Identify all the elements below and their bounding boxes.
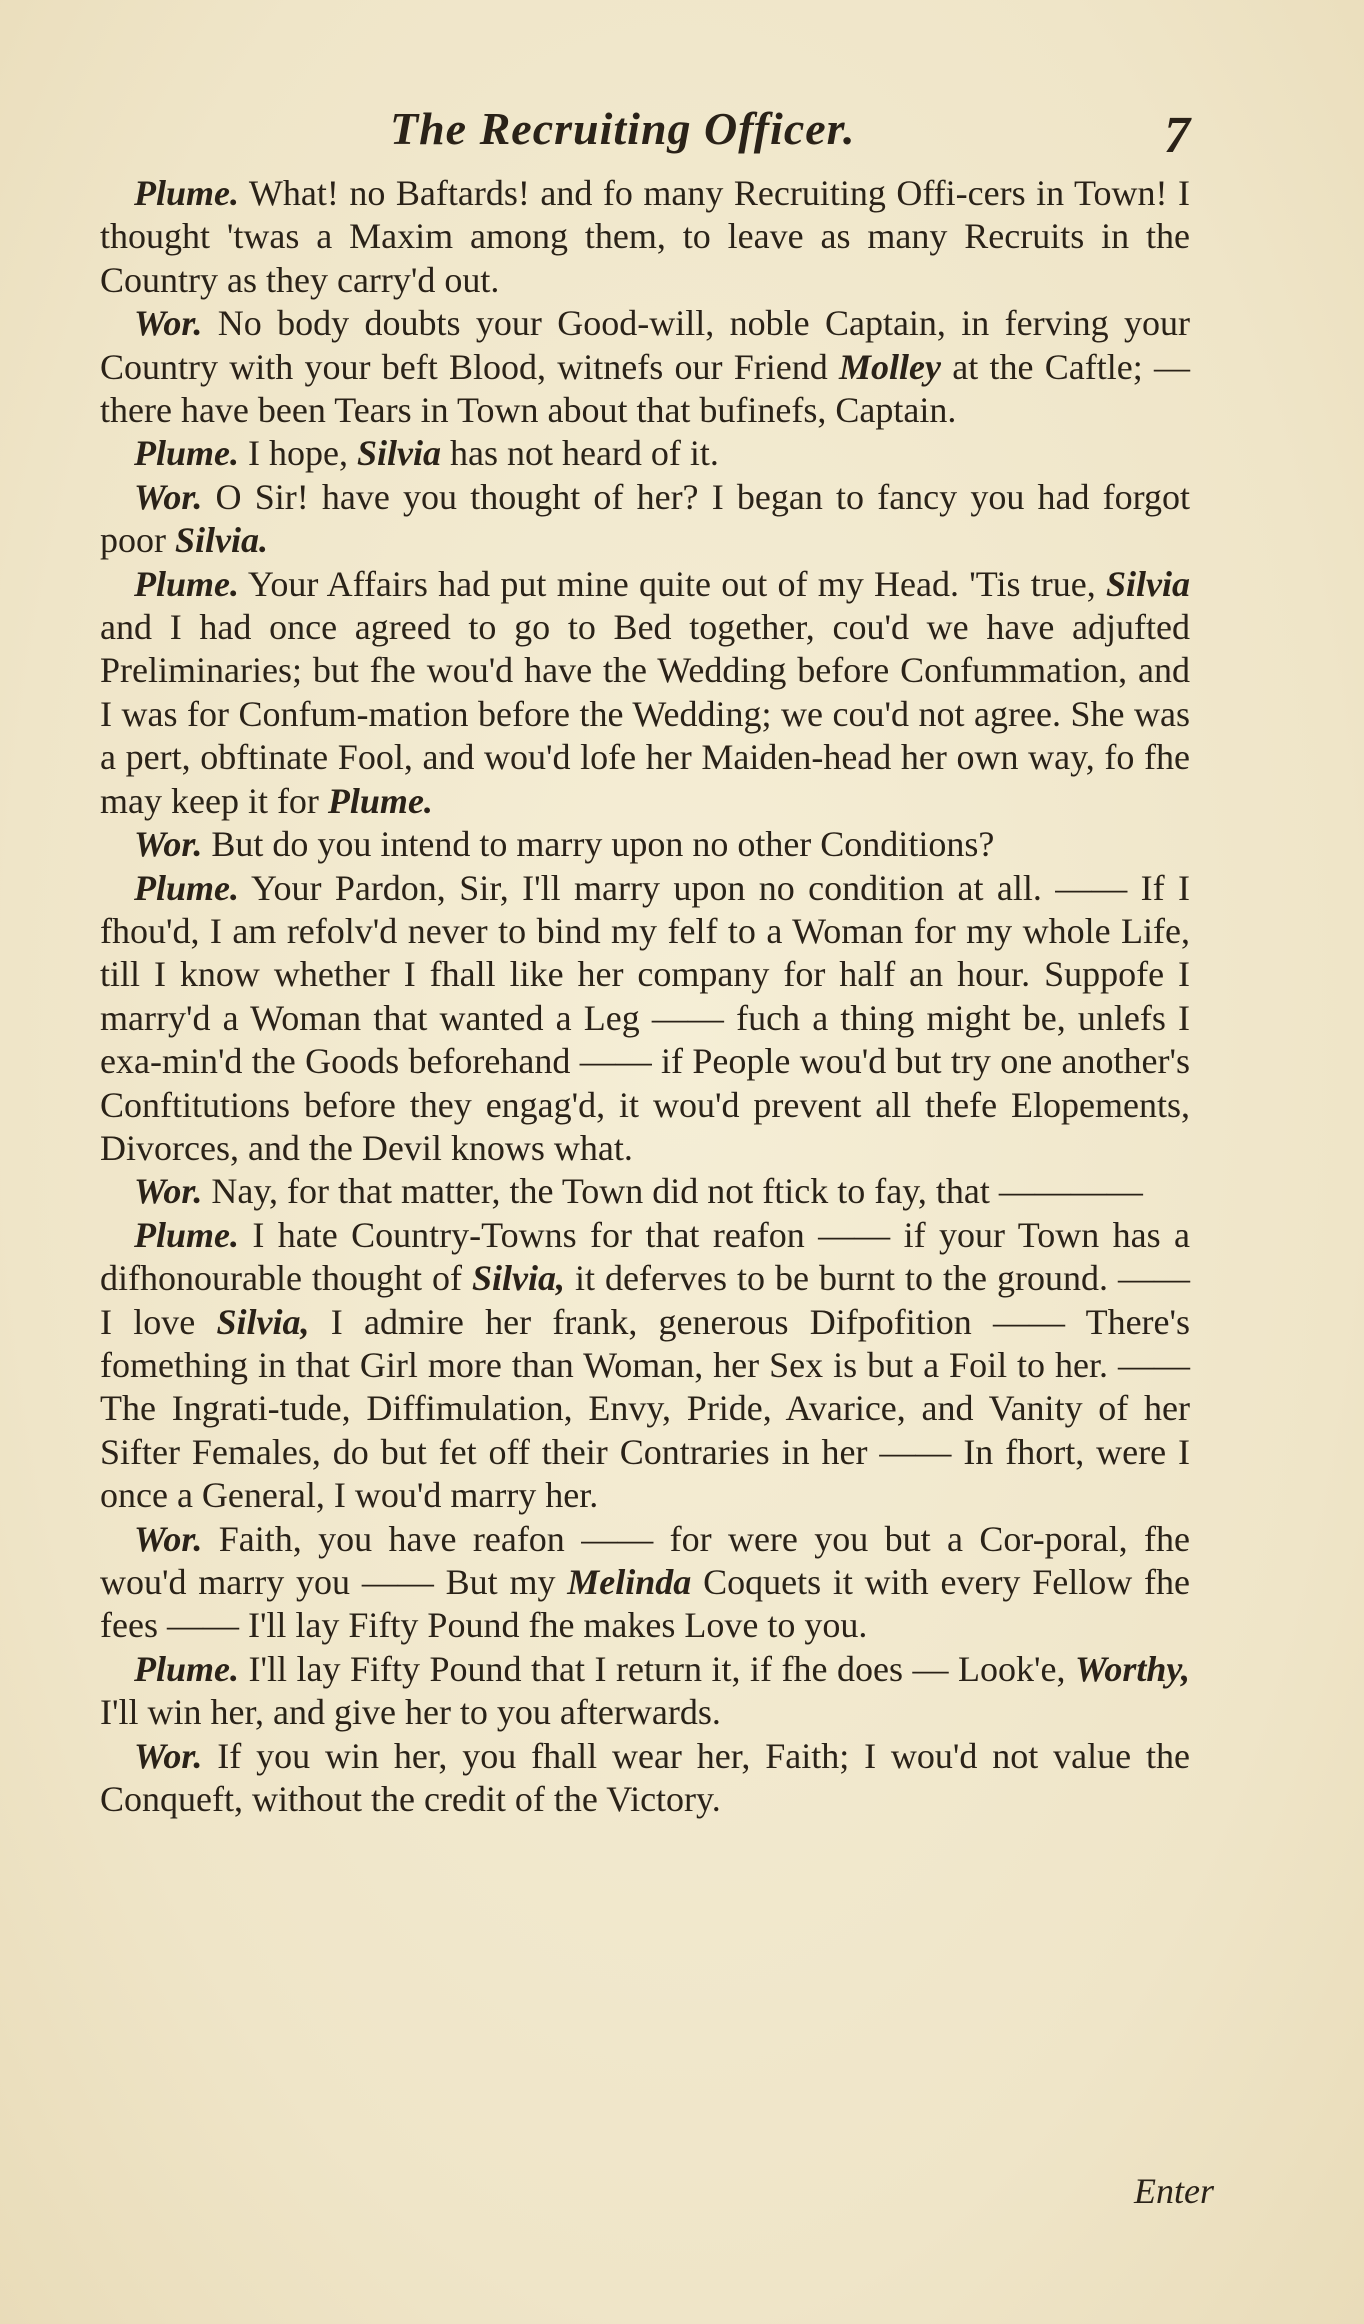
- dialogue-text-run: I'll win her, and give her to you afterwards.: [100, 1692, 721, 1733]
- character-name: Melinda: [567, 1562, 692, 1602]
- speaker-name: Wor.: [134, 824, 203, 865]
- dialogue-paragraph: [100, 432, 1190, 475]
- dialogue-paragraph: [100, 1648, 1190, 1735]
- dialogue-text-run: I hate Country-Towns for that reafon —— if your Town has a difhonourable thought of: [100, 1214, 1190, 1299]
- dialogue-paragraph: [100, 172, 1190, 302]
- dialogue-paragraph: [100, 1735, 1190, 1822]
- character-name: Silvia: [356, 433, 441, 474]
- character-name: Silvia,: [471, 1258, 565, 1299]
- dialogue-paragraph: [100, 563, 1190, 823]
- character-name: Silvia: [1105, 563, 1190, 604]
- dialogue-text-run: it deferves to be burnt to the ground. —— I love: [100, 1258, 1190, 1342]
- character-name: Worthy,: [1074, 1648, 1190, 1689]
- speaker-name: Wor.: [134, 303, 203, 344]
- speaker-name: Plume.: [134, 433, 239, 474]
- dialogue-text-run: No body doubts your Good-will, noble Captain, in ferving your Country with your beft Blood, witnefs our Friend: [100, 303, 1190, 387]
- dialogue-text-run: at the Caftle; — there have been Tears in Town about that bufinefs, Captain.: [100, 346, 1190, 431]
- dialogue-text: [100, 172, 1190, 1821]
- dialogue-paragraph: [100, 1214, 1190, 1518]
- dialogue-text-run: Coquets it with every Fellow fhe fees —— I'll lay Fifty Pound fhe makes Love to you.: [100, 1562, 1191, 1646]
- dialogue-text-run: If you win her, you fhall wear her, Faith; I wou'd not value the Conqueft, without the credit of the Victory.: [100, 1735, 1190, 1820]
- dialogue-paragraph: [100, 476, 1190, 563]
- dialogue-text-run: I'll lay Fifty Pound that I return it, if fhe does — Look'e,: [239, 1648, 1075, 1689]
- speaker-name: Wor.: [134, 476, 203, 517]
- page-header: [100, 102, 1190, 172]
- running-title: The Recruiting Officer.: [390, 103, 856, 154]
- dialogue-text-run: Your Pardon, Sir, I'll marry upon no condition at all. —— If I fhou'd, I am refolv'd never to bind my felf to a Woman for my whole Life, till I know whether I fhall like her company for half an hour. Suppofe I marry'd a Woman that wanted a Leg —— fuch a thing might be, unlefs I exa-min'd the Goods beforehand —— if People wou'd but try one another's Conftitutions before they engag'd, it wou'd prevent all thefe Elopements, Divorces, and the Devil knows what.: [100, 867, 1190, 1168]
- speaker-name: Plume.: [134, 867, 239, 908]
- speaker-name: Plume.: [134, 563, 239, 604]
- speaker-name: Plume.: [134, 173, 239, 213]
- dialogue-paragraph: [100, 1518, 1190, 1648]
- dialogue-text-run: and I had once agreed to go to Bed together, cou'd we have adjufted Preliminaries; but fhe wou'd have the Wedding before Confummation, and I was for Confum-mation before the Wedding; we cou'd not agree. She was a pert, obftinate Fool, and wou'd lofe her Maiden-head her own way, fo fhe may keep it for: [100, 607, 1190, 821]
- dialogue-text-run: I admire her frank, generous Difpofition —— There's fomething in that Girl more than Woman, her Sex is but a Foil to her. —— The Ingrati-tude, Diffimulation, Envy, Pride, Avarice, and Vanity of her Sifter Females, do but fet off their Contraries in her —— In fhort, were I once a General, I wou'd marry her.: [100, 1301, 1191, 1516]
- dialogue-text-run: Your Affairs had put mine quite out of my Head. 'Tis true,: [239, 563, 1106, 604]
- dialogue-text-run: What! no Baftards! and fo many Recruiting Offi-cers in Town! I thought 'twas a Maxim among them, to leave as many Recruits in the Country as they carry'd out.: [100, 173, 1190, 300]
- dialogue-text-run: I hope,: [239, 433, 357, 474]
- dialogue-paragraph: [100, 823, 1190, 866]
- character-name: Silvia.: [175, 520, 269, 561]
- dialogue-text-run: Faith, you have reafon —— for were you but a Cor-poral, fhe wou'd marry you —— But my: [100, 1518, 1190, 1602]
- dialogue-paragraph: [100, 302, 1190, 432]
- dialogue-text-run: O Sir! have you thought of her? I began to fancy you had forgot poor: [100, 476, 1190, 561]
- speaker-name: Wor.: [134, 1735, 203, 1776]
- character-name: Plume.: [327, 780, 433, 821]
- speaker-name: Plume.: [134, 1648, 239, 1689]
- dialogue-text-run: Nay, for that matter, the Town did not ftick to fay, that ————: [202, 1171, 1143, 1212]
- speaker-name: Wor.: [134, 1518, 203, 1559]
- dialogue-text-run: has not heard of it.: [440, 433, 719, 474]
- dialogue-paragraph: [100, 1170, 1190, 1213]
- catchword: Enter: [1134, 2171, 1214, 2211]
- character-name: Silvia,: [216, 1301, 310, 1342]
- dialogue-text-run: But do you intend to marry upon no other Conditions?: [202, 824, 995, 865]
- speaker-name: Plume.: [134, 1214, 239, 1255]
- dialogue-paragraph: [100, 867, 1190, 1171]
- character-name: Molley: [839, 346, 942, 387]
- speaker-name: Wor.: [134, 1171, 203, 1212]
- page-number: 7: [1164, 107, 1190, 164]
